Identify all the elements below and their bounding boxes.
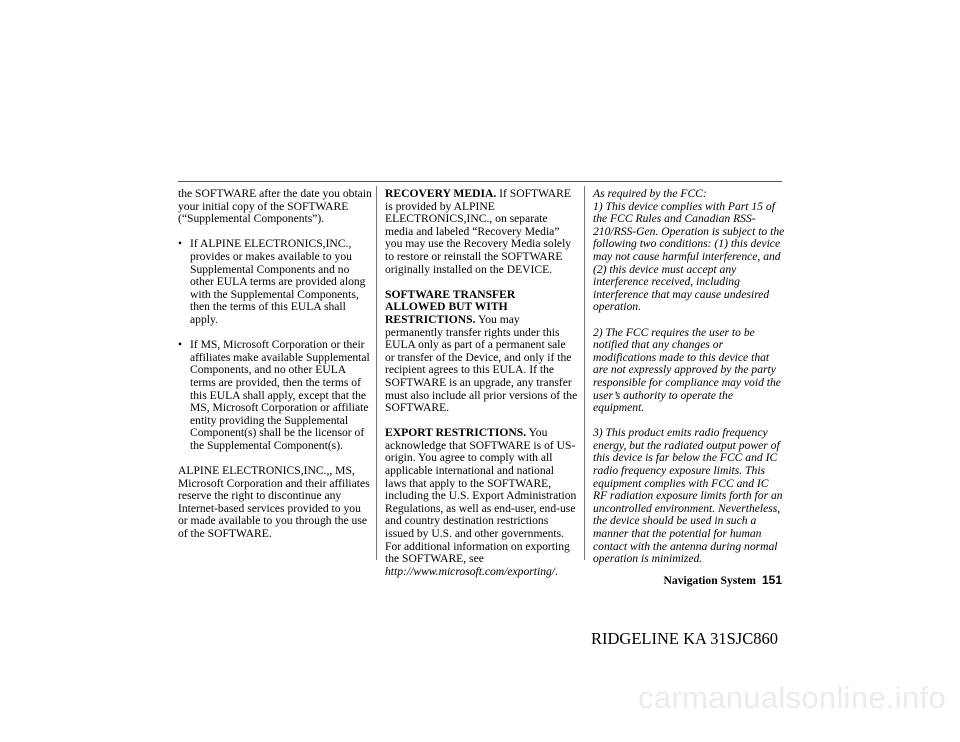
watermark: carmanualsonline.info (638, 680, 946, 715)
discontinue-paragraph: ALPINE ELECTRONICS,INC.,, MS, Microsoft Corporation and their affiliates reserve the right to discontinue any Internet-based services provided to you or made available to you through the use of the SOFTWARE. (178, 464, 370, 541)
export-more-text: For additional information on exporting the SOFTWARE, see (385, 539, 570, 566)
page-number: 151 (761, 573, 782, 587)
transfer-heading: SOFTWARE TRANSFER ALLOWED BUT WITH RESTRICTIONS. (385, 287, 516, 326)
column-2 (385, 188, 578, 591)
column-divider-1 (376, 186, 377, 560)
recovery-heading: RECOVERY MEDIA. (385, 187, 497, 200)
bullet-text: If ALPINE ELECTRONICS,INC., provides or makes available to you Supplemental Components and no other EULA terms are provided along with the Supplemental Components, then the terms of this EULA shall apply. (190, 237, 366, 326)
bullet-text: If MS, Microsoft Corporation or their affiliates make available Supplemental Components, and no other EULA terms are provided, then the terms of this EULA shall apply, except that the MS, Microsoft Corporation or affiliate entity providing the Supplemental Component(s) shall be the licensor of the Supplemental Component(s). (190, 338, 370, 452)
bullet-item (178, 238, 373, 326)
bullet-item (178, 339, 373, 452)
export-heading: EXPORT RESTRICTIONS. (385, 426, 527, 440)
column-1 (178, 188, 373, 553)
export-link[interactable]: http://www.microsoft.com/exporting/ (385, 564, 556, 578)
supplemental-paragraph: the SOFTWARE after the date you obtain your initial copy of the SOFTWARE (“Supplemental Components”). (178, 187, 372, 226)
recovery-text: If SOFTWARE is provided by ALPINE ELECTRONICS,INC., on separate media and labeled “Recovery Media” you may use the Recovery Media solely to restore or reinstall the SOFTWARE originally installed on the DEVICE. (385, 187, 572, 276)
fcc-paragraph-2: 2) The FCC requires the user to be notified that any changes or modifications made to this device that are not expressly approved by the party responsible for compliance may void the user’s authority to operate the equipment. (593, 325, 781, 415)
recovery-media-section (385, 188, 578, 276)
fcc-intro: As required by the FCC: (593, 187, 707, 200)
fcc-paragraph-1: 1) This device complies with Part 15 of the FCC Rules and Canadian RSS-210/RSS-Gen. Operation is subject to the following two conditions: (1) this device may not cause harmful interference, and (2) this device must accept any interference received, including interference that may cause undesired operation. (593, 199, 785, 314)
header-rule (178, 181, 782, 182)
section-title: Navigation System (663, 574, 756, 587)
document-id: RIDGELINE KA 31SJC860 (590, 629, 778, 648)
transfer-section (385, 289, 578, 415)
bullet-marker: • (178, 237, 183, 251)
export-text: You acknowledge that SOFTWARE is of US-origin. You agree to comply with all applicable international and national laws that apply to the SOFTWARE, including the U.S. Export Administration Regulations, as well as end-user, end-use and country destination restrictions issued by U.S. and other governments. (385, 426, 577, 541)
page-footer (664, 573, 782, 587)
column-divider-2 (584, 186, 585, 560)
column-3 (593, 188, 785, 578)
export-section (385, 427, 578, 578)
fcc-paragraph-3: 3) This product emits radio frequency energy, but the radiated output power of this device is far below the FCC and IC radio frequency exposure limits. This equipment complies with FCC and IC RF radiation exposure limits forth for an uncontrolled environment. Nevertheless, the device should be used in such a manner that the potential for human contact with the antenna during normal operation is minimized. (593, 426, 783, 566)
bullet-marker: • (178, 338, 183, 352)
transfer-text: You may permanently transfer rights under this EULA only as part of a permanent sale or transfer of the Device, and only if the recipient agrees to this EULA. If the SOFTWARE is an upgrade, any transfer must also include all prior versions of the SOFTWARE. (385, 312, 578, 415)
export-end: . (555, 564, 558, 578)
